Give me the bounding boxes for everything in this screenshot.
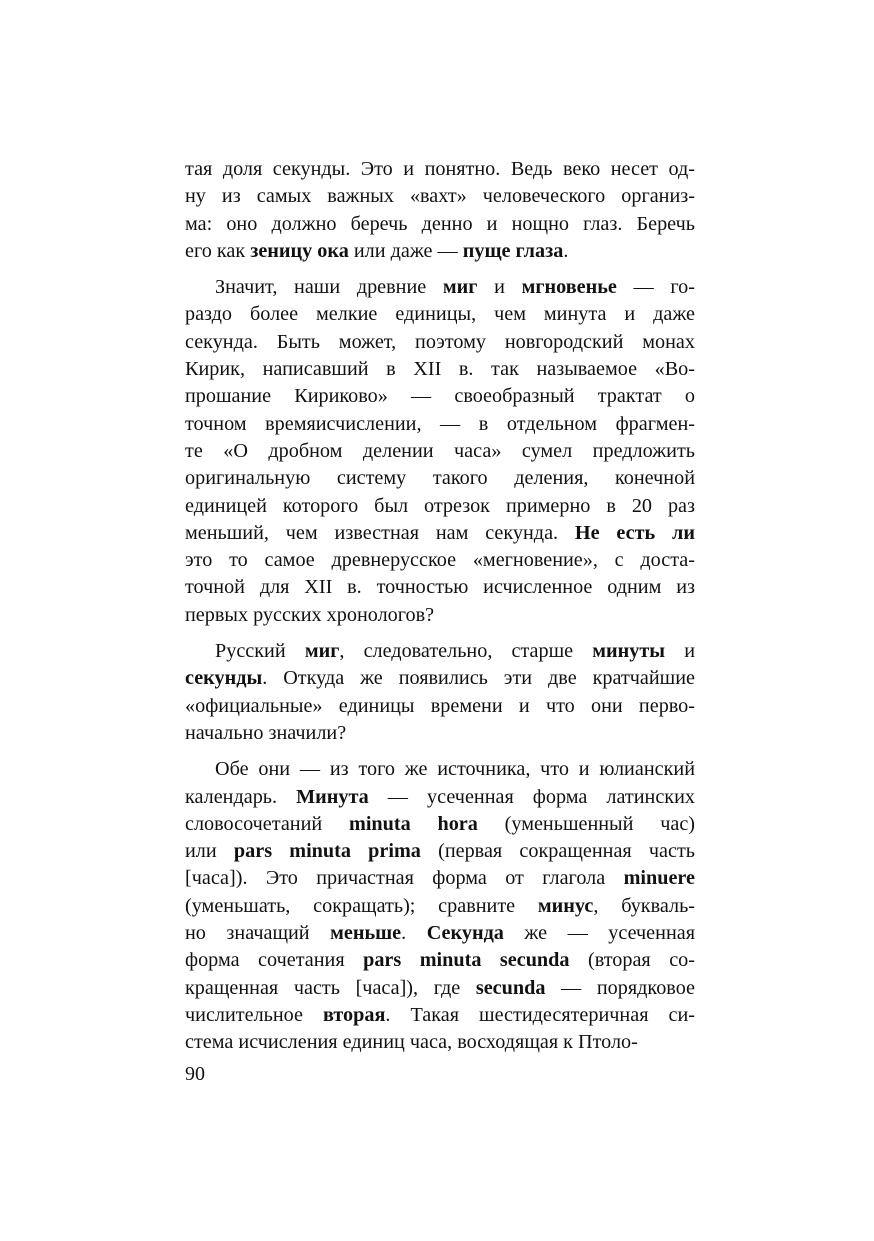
emphasized-term: минуты <box>592 640 666 663</box>
text-line <box>185 183 695 210</box>
text-segment: прошание Кириково» — своеобразный трактат о <box>185 385 695 408</box>
text-segment: секунда. Быть может, поэтому новгородский монах <box>185 330 695 353</box>
text-line <box>185 811 695 838</box>
text-line <box>185 720 695 747</box>
text-line <box>185 1029 695 1056</box>
text-line <box>185 411 695 438</box>
text-line <box>185 211 695 238</box>
text-line <box>185 383 695 410</box>
text-line <box>185 693 695 720</box>
text-segment: тая доля секунды. Это и понятно. Ведь веко несет од- <box>185 158 695 180</box>
text-segment: , букваль- <box>593 894 696 917</box>
emphasized-term: Секунда <box>426 922 504 945</box>
text-line <box>185 638 695 665</box>
text-segment: . Откуда же появились эти две кратчайшие <box>262 667 695 690</box>
text-segment: Значит, наши древние <box>215 276 443 299</box>
paragraph-gap <box>185 629 695 638</box>
text-segment: — усеченная форма латинских <box>368 785 695 808</box>
emphasized-term: минус <box>537 894 594 917</box>
paragraph <box>185 274 695 629</box>
emphasized-term: вторая <box>323 1003 386 1026</box>
emphasized-term: пуще глаза <box>462 239 564 262</box>
text-segment: кращенная часть [часа]), где <box>185 976 476 999</box>
paragraph <box>185 756 695 1056</box>
text-line <box>185 893 695 920</box>
text-segment: меньший, чем известная нам секунда. <box>185 521 575 544</box>
text-segment: . Такая шестидесятеричная си- <box>385 1003 695 1026</box>
text-segment: Русский <box>215 640 305 663</box>
text-segment: и <box>477 276 522 299</box>
text-line <box>185 756 695 783</box>
text-segment: . <box>563 239 569 262</box>
paragraph-gap <box>185 265 695 274</box>
text-line <box>185 865 695 892</box>
text-segment: (уменьшать, сокращать); сравните <box>185 894 538 917</box>
text-segment: но значащий <box>185 922 331 945</box>
text-segment: — порядковое <box>545 976 695 999</box>
text-segment: ну из самых важных «вахт» человеческого организ- <box>185 185 695 208</box>
text-segment: первых русских хронологов? <box>185 603 435 626</box>
paragraph-gap <box>185 747 695 756</box>
text-line <box>185 665 695 692</box>
text-line <box>185 602 695 629</box>
emphasized-term: minuere <box>623 867 695 890</box>
text-line <box>185 975 695 1002</box>
text-line <box>185 238 695 265</box>
text-segment: те «О дробном делении часа» сумел предложить <box>185 439 695 462</box>
emphasized-term: pars minuta secunda <box>363 949 570 972</box>
emphasized-term: зеницу ока <box>250 239 349 262</box>
text-line <box>185 438 695 465</box>
text-segment: оригинальную систему такого деления, конечной <box>185 467 695 490</box>
text-segment: форма сочетания <box>185 949 364 972</box>
text-segment: это то самое древнерусское «мегновение», с доста- <box>185 549 695 572</box>
emphasized-term: секунды <box>185 667 263 690</box>
text-line <box>185 520 695 547</box>
text-segment: — го- <box>616 276 695 299</box>
text-segment: числительное <box>185 1003 323 1026</box>
text-line <box>185 547 695 574</box>
text-line <box>185 838 695 865</box>
emphasized-term: мгновенье <box>521 276 617 299</box>
text-line <box>185 947 695 974</box>
text-segment: словосочетаний <box>185 812 349 835</box>
text-segment: . <box>401 922 427 945</box>
text-segment: календарь. <box>185 785 297 808</box>
text-line <box>185 274 695 301</box>
text-segment: начально значили? <box>185 721 347 744</box>
body-text <box>185 156 695 1057</box>
text-segment: (вторая со- <box>569 949 695 972</box>
emphasized-term: pars minuta prima <box>233 840 421 863</box>
emphasized-term: Не есть ли <box>574 521 695 544</box>
text-segment: или <box>185 840 234 863</box>
emphasized-term: миг <box>442 276 478 299</box>
text-segment: (уменьшенный час) <box>477 812 695 835</box>
text-segment: «официальные» единицы времени и что они перво- <box>185 694 695 717</box>
text-segment: единицей которого был отрезок примерно в 20 раз <box>185 494 695 517</box>
text-line <box>185 493 695 520</box>
emphasized-term: secunda <box>475 976 546 999</box>
text-segment: раздо более мелкие единицы, чем минута и даже <box>185 303 695 326</box>
text-segment: его как <box>185 239 251 262</box>
text-segment: (первая сокращенная часть <box>420 840 696 863</box>
emphasized-term: миг <box>304 640 340 663</box>
text-line <box>185 356 695 383</box>
text-line <box>185 784 695 811</box>
text-line <box>185 574 695 601</box>
text-segment: и <box>665 640 695 663</box>
text-line <box>185 156 695 183</box>
text-segment: или даже — <box>348 239 463 262</box>
text-segment: [часа]). Это причастная форма от глагола <box>185 867 624 890</box>
text-segment: точном времяисчислении, — в отдельном фрагмен- <box>185 412 695 435</box>
text-segment: точной для XII в. точностью исчисленное одним из <box>185 576 695 599</box>
emphasized-term: minuta hora <box>349 812 478 835</box>
text-segment: , следовательно, старше <box>339 640 593 663</box>
text-segment: Кирик, написавший в XII в. так называемое «Во- <box>185 358 695 381</box>
text-segment: Обе они — из того же источника, что и юлианский <box>215 758 695 781</box>
text-segment: стема исчисления единиц часа, восходящая к Птоло- <box>185 1031 638 1054</box>
page-number: 90 <box>185 1063 205 1085</box>
paragraph <box>185 156 695 265</box>
text-line <box>185 465 695 492</box>
text-segment: же — усеченная <box>503 922 695 945</box>
text-line <box>185 920 695 947</box>
emphasized-term: меньше <box>330 922 402 945</box>
text-line <box>185 1002 695 1029</box>
text-line <box>185 301 695 328</box>
paragraph <box>185 638 695 747</box>
text-segment: ма: оно должно беречь денно и нощно глаз. Беречь <box>185 212 695 235</box>
text-line <box>185 329 695 356</box>
emphasized-term: Минута <box>296 785 369 808</box>
